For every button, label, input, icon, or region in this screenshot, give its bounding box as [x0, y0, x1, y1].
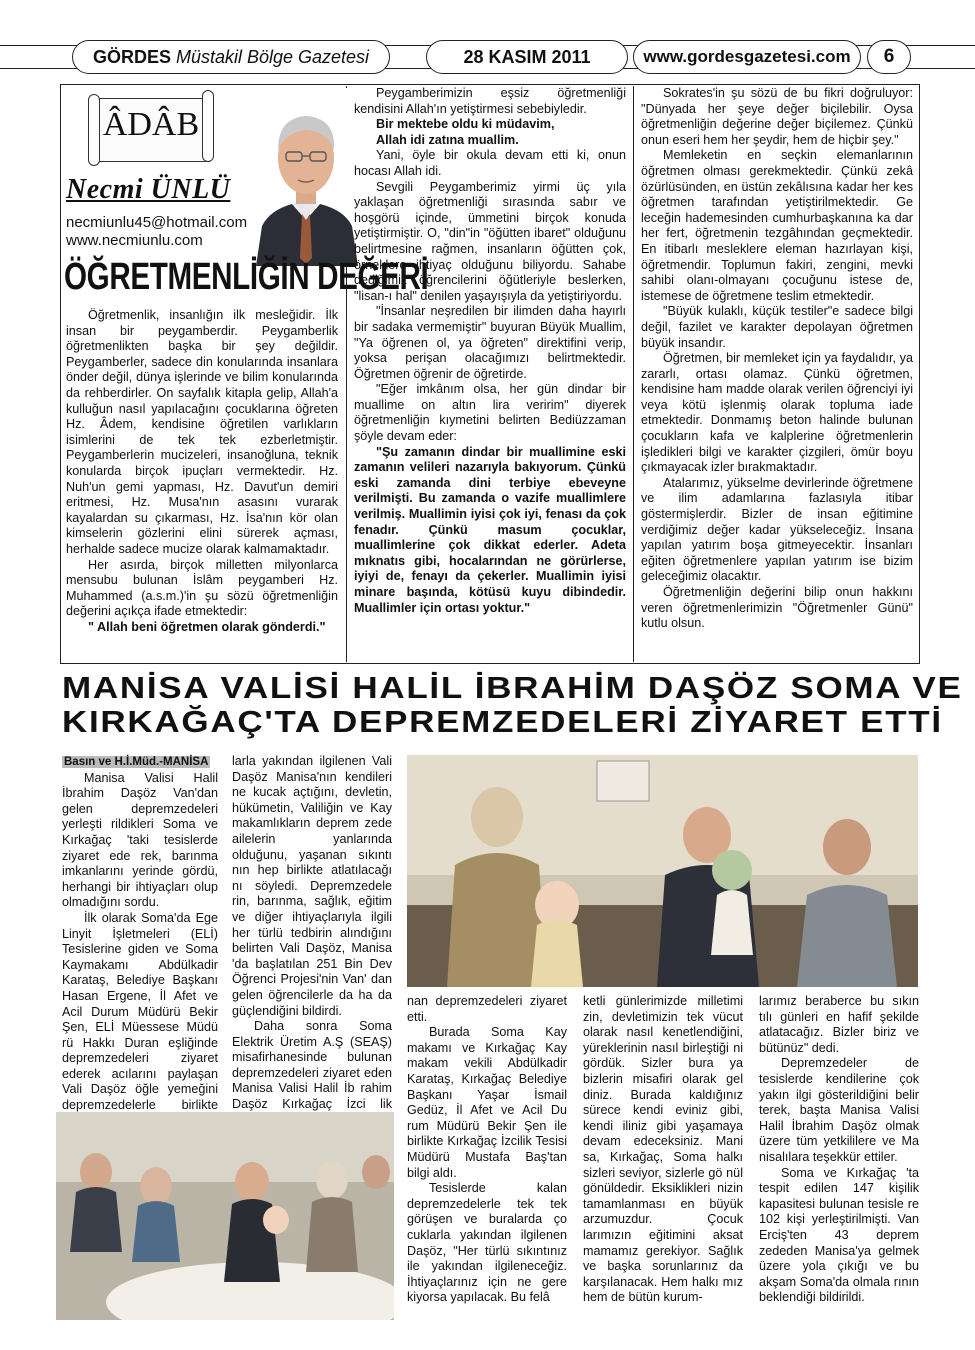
news-col1: [62, 754, 218, 1129]
governor-visiting-family-photo: [407, 755, 918, 987]
paragraph: Atalarımız, yükselme devirlerinde öğretmene ve ilim adamlarına fazlasıyla itibar göstermişlerdir. Bizler de insan eğitimine verdiğimiz değer kadar yükseleceğiz. İnsana yapılan yatırım boşa gitmeyecektir. İnsanları eğiten öğretmenlere yapılan yatırım ise bizim geleceğimiz olacaktır.: [641, 475, 913, 584]
column-article-col3: [641, 86, 913, 632]
column-name: ÂDÂB: [102, 106, 200, 143]
paragraph: Manisa Valisi Halil İbrahim Daşöz Van'dan gelen depremzedeleri yerleşti rildikleri Soma ve Kırkağaç 'taki tesislerde ziyaret ede rek, barınma imkanlarını yerinde gördü, herhangi bir ihtiyaçları olup olmadığını sordu.: [62, 770, 218, 910]
paragraph: Sokrates'in şu sözü de bu fikri doğruluyor: "Dünyada her şeye değer biçilebilir. Oysa öğretmenliğin değerine değer biçilemez. Çünkü onun eseri hem her şeydir, hem de hiçbir şey.": [641, 86, 913, 147]
paragraph: "İnsanlar neşredilen bir ilimden daha hayırlı bir sadaka vermemiştir" buyuran Büyük Muallim, "Ya öğrenen ol, ya öğreten" direktifini verip, yoksa perişan olacağımızı belirtmektedir. Öğretmen öğrenir de öğretirde.: [354, 304, 626, 381]
paragraph: Daha sonra Soma Elektrik Üretim A.Ş (SEAŞ) misafirhanesinde bulunan depremzedeleri ziyaret eden Manisa Valisi Halil İb rahim Daşöz Kırkağaç İzci lik: [232, 1019, 392, 1112]
author-portrait: [248, 88, 364, 266]
paragraph: larla yakından ilgilenen Vali Daşöz Manisa'nın kendileri ne kucak açtığını, devletin, hükümetin, Valiliğin ve Kay makamlıkların deprem zede ailelerin yanlarında olduğunu, yaşanan sıkıntı nın hep birlikte atlatılacağı nı söyledi. Depremzedele rin, barınma, sağlık, eğitim ve diğer ihtiyaçlarıyla ilgili her türlü tedbirin alındığını belirten Vali Daşöz, Manisa 'da başlatılan 251 Bin Dev Öğrenci Projesi'nin Van' dan gelen öğrencilerle da ha da güçlendiğini bildirdi.: [232, 754, 392, 1018]
news-headline-line1: MANİSA VALİSİ HALİL İBRAHİM DAŞÖZ SOMA VE: [62, 670, 963, 705]
paragraph: larımız beraberce bu sıkın tılı günleri en hafif şekilde atlatacağız. Bizler biriz ve bütünüz" dedi.: [759, 994, 919, 1055]
paragraph: Öğretmen, bir memleket için ya faydalıdır, ya zararlı, ortası olamaz. Çünkü öğretmen, kendisine ham madde olarak verilen öğrenciyi iyi veya kötü işlenmiş olarak topluma iade etmektedir. Donmamış beton halinde bulunan çocukların kafa ve kalplerine öğretmenlerin işledikleri bilgi ve karakter çizgileri, ömür boyu çıkmayacak izler bırakmaktadır.: [641, 351, 913, 475]
paragraph: Depremzedeler de tesislerde kendilerine çok yakın ilgi gösterildiğini belir terek, başta Manisa Valisi Halil İbrahim Daşöz olmak üzere tüm yetkililere ve Ma nisalılara teşekkür ettiler.: [759, 1056, 919, 1164]
paragraph: "Büyük kulaklı, küçük testiler"e sadece bilgi değil, fazilet ve karakter depolayan öğretmen büyük insandır.: [641, 304, 913, 350]
paragraph: Memleketin en seçkin elemanlarının öğretmen olması gerekmektedir. Çünkü zekâ özürlüsünden, en üstün zekâlısına kadar her kes öğretmen tarafından yetiştirilmektedir. Ge leceğin hademesinden cumhurbaşkanına ka dar her fert, öğretmenin tezgâhından geçmektedir. En itibarlı mesleklere eleman hazırlayan kişi, öğretmendir. Toplumun fakiri, zengini, mevki sahibi olanı-olmayanı çocuğunu istese de, istemese de öğretmene teslim etmektedir.: [641, 148, 913, 303]
byline: Basın ve H.İ.Müd.-MANİSA: [64, 756, 209, 768]
verse-line: Allah idi zatına muallim.: [376, 132, 519, 147]
news-col5: [759, 994, 919, 1306]
author-email[interactable]: necmiunlu45@hotmail.com: [66, 214, 248, 231]
news-col4: [583, 994, 743, 1306]
masthead-paper-name: GÖRDES Müstakil Bölge Gazetesi: [72, 40, 390, 74]
masthead-date: 28 KASIM 2011: [426, 40, 628, 74]
paragraph: "Eğer imkânım olsa, her gün dindar bir muallime on altın lira veririm" diyerek öğretmenliğin kıymetini belirten Bediüzzaman şöyle devam eder:: [354, 382, 626, 444]
paragraph: ketli günlerimizde milletimi zin, devletimizin tek vücut olarak nasıl kenetlendiğini, yüreklerinin nasıl birleştiği ni gördük. Sizler bura ya bizlerin misafiri olarak gel diniz. Burada kaldığınız sürece kendi eviniz gibi, kendi iliniz gibi yaşamaya devam edeceksiniz. Mani sa, Kırkağaç, Soma halkı sizleri seviyor, sizlerle gö nül gönüldedir. Eksiklikleri nizin tamamlanması en büyük arzumuzdur. Çocuk larımızın eğitimini aksat mamamız gerekiyor. Sağlık ve başka sorunlarınız da karşılanacak. Hem halkı mız hem de bütün kurum-: [583, 994, 743, 1305]
news-col2: [232, 754, 392, 1128]
column-title: ÖĞRETMENLİĞİN DEĞERİ: [64, 256, 429, 298]
news-col3: [407, 994, 567, 1306]
paragraph: Sevgili Peygamberimiz yirmi üç yıla yaklaşan öğretmenliği sırasında sabır ve hoşgörü içinde, ümmetini birçok konuda yetiştirmiştir. O, "din"in "öğütten ibaret" olduğunu belirtmesine rağmen, insanların öğütten çok, örneklere ihtiyaç olduğunu biliyordu. Sahabe dediğimiz öğrencilerini öğütleriyle beslerken, "lisan-ı hal" denilen yaşayışıyla da yetiştiriyordu.: [354, 179, 626, 303]
page-number: 6: [867, 40, 911, 74]
paragraph: Yani, öyle bir okula devam etti ki, onun hocası Allah idi.: [354, 148, 626, 178]
paragraph: Peygamberimizin eşsiz öğretmenliği kendisini Allah'ın yetiştirmesi sebebiyledir.: [354, 86, 626, 116]
verse-line: Bir mektebe oldu ki müdavim,: [376, 117, 555, 132]
quote: " Allah beni öğretmen olarak gönderdi.": [88, 619, 326, 634]
column-divider: [633, 86, 634, 662]
author-name: Necmi ÜNLÜ: [66, 174, 231, 205]
column-article-col1: [66, 308, 338, 635]
paragraph: Her asırda, birçok milletten milyonlarca mensubu bulunan İslâm peygamberi Hz. Muhammed (a.s.m.)'in şu sözü öğretmenliğin değerini açıkça ifade etmektedir:: [66, 557, 338, 619]
paragraph: Öğretmenliğin değerini bilip onun hakkını veren öğretmenlerimizin "Öğretmenler Günü" kutlu olsun.: [641, 585, 913, 631]
paragraph: nan depremzedeleri ziyaret etti.: [407, 994, 567, 1024]
paragraph: Tesislerde kalan depremzedelerle tek tek görüşen ve buralarda ço cuklarla yakından ilgilenen Daşöz, "Her türlü sıkıntınız ile yakından ilgileneceğiz. İhtiyaçlarınız için ne gere kiyorsa yapılacak. Bu felâ: [407, 1181, 567, 1305]
paragraph: Soma ve Kırkağaç 'ta tespit edilen 147 kişilik kapasitesi bulunan tesisle re 102 kişi yerleştirilmişti. Van Erciş'ten 43 deprem zededen Manisa'ya gelmek üzere yola çıkığı ve bu akşam Soma'da olmala rının beklendiği bildirildi.: [759, 1165, 919, 1305]
masthead-website[interactable]: www.gordesgazetesi.com: [633, 40, 861, 74]
news-headline-line2: KIRKAĞAÇ'TA DEPREMZEDELERİ ZİYARET ETTİ: [62, 704, 943, 739]
paragraph: Öğretmenlik, insanlığın ilk mesleğidir. İlk insan bir peygamberdir. Peygamberlik öğretmenlikten başka bir şey değildir. Peygamberler, sadece din konularında insanlara önder değil, dünya işlerinde ve bilim konularında da rehberdirler. On sayfalık kitapla gelip, Allah'a kulluğun nasıl yapılacağını çocuklarına öğreten Hz. Âdem, kendisine öğretilen varlıkların isimlerini de tek tek ezberletmiştir. Peygamberlerin mucizeleri, insanoğluna, teknik konularda birçok ipuçları vermektedir. Hz. Nuh'un gemi yapması, Hz. Davut'un demiri eritmesi, Hz. Musa'nın asasını vurarak kayalardan su çıkarması, Hz. İsa'nın kör olan kimselerin gözlerini elini sürerek açması, herhalde sadece mucize olarak kalmamaktadır.: [66, 308, 338, 556]
paragraph: Burada Soma Kay makamı ve Kırkağaç Kay makam vekili Abdülkadir Karataş, Kırkağaç Belediye Başkanı Yaşar İsmail Gedüz, İl Afet ve Acil Du rum Müdürü Bekir Şen ile birlikte Kırkağaç İzcilik Tesisi Müdürü Mustafa Baş'tan bilgi aldı.: [407, 1025, 567, 1180]
column-article-col2: [354, 86, 626, 616]
quote: "Şu zamanın dindar bir muallimine eski zamanın velileri nazarıyla bakıyorum. Çünkü eski zamanda dini terbiye ebeveyne verilmişti. Bu zamanda o vazife muallimlere verilmiş. Muallimin iyisi çok iyi, fenası da çok fenadır. Çünkü masum çocuklar, muallimlerine çok dikkat ederler. Adeta mıknatıs gibi, hocalarından ne görürlerse, iyiyi de, fenayı da çekerler. Muallimin iyisi minare başında, kötüsü kuyu dibindedir. Muallimler için ortası yoktur.": [354, 444, 626, 615]
governor-meeting-group-photo: [56, 1112, 394, 1320]
paragraph: İlk olarak Soma'da Ege Linyit İşletmeleri (ELİ) Tesislerine giden ve Soma Kaymakamı Abdülkadir Karataş, Belediye Başkanı Hasan Ergene, İl Afet ve Acil Durum Müdürü Bekir Şen, ELİ Müessese Müdü rü Hakkı Duran eşliğinde depremzedeleri ziyaret ederek acılarını paylaşan Vali Daşöz öğle yemeğini depremzedelerle birlikte: [62, 910, 218, 1113]
column-name-scroll: [88, 88, 214, 166]
author-website[interactable]: www.necmiunlu.com: [66, 232, 203, 249]
